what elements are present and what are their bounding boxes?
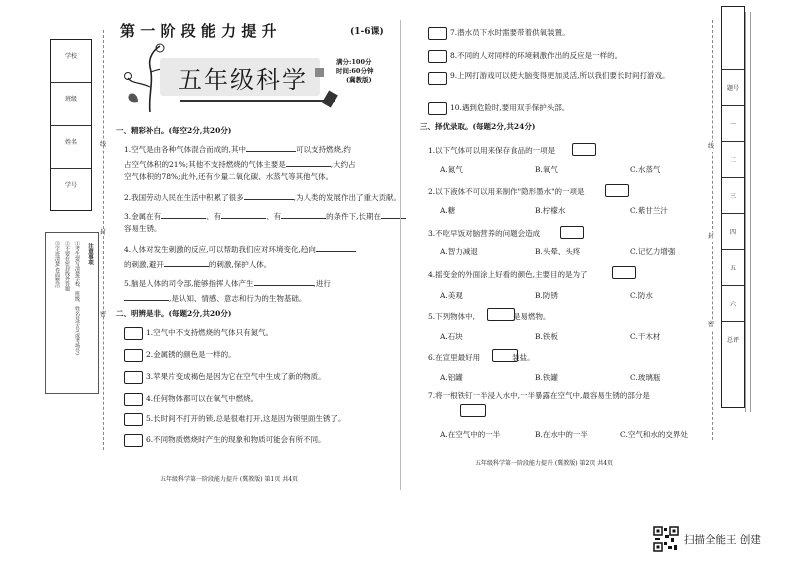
- mc-q3-option-c[interactable]: C.记忆力增强: [630, 247, 676, 256]
- mc-q4-option-c[interactable]: C.防水: [630, 291, 653, 300]
- score-row-3[interactable]: 三: [722, 178, 744, 214]
- mc-q2-option-a[interactable]: A.糖: [440, 206, 456, 215]
- q5-line2: [124, 292, 306, 304]
- q3-text-c: 、有: [266, 212, 282, 221]
- q1-blank-1[interactable]: [246, 143, 296, 152]
- pen-underline: [180, 100, 335, 102]
- tf-box-9[interactable]: [428, 72, 447, 85]
- mc-q3-answer-box[interactable]: [560, 226, 584, 239]
- q5-text-a: 5.脑是人体的司令部,能够指挥人体产生: [124, 279, 254, 288]
- q2-blank[interactable]: [244, 191, 294, 200]
- section2-heading: 二、明辨是非。(每题2分,共20分): [116, 309, 232, 318]
- name-label: 姓名: [64, 138, 77, 146]
- qr-code-icon: [653, 526, 679, 552]
- notice-line-2: ②不要在密封线外答题: [64, 241, 70, 291]
- notice-box: [45, 232, 99, 394]
- q3-text-b: 、有: [206, 212, 222, 221]
- mc-q7-option-a[interactable]: A.在空气中的一半: [440, 430, 501, 439]
- q1-text-d: ,大约占: [330, 160, 356, 169]
- tf-box-8[interactable]: [428, 50, 447, 63]
- page1-footer: 五年级科学第一阶段能力提升 (冀教版) 第1页 共4页: [160, 476, 299, 483]
- mc-q5-stem-b: 是易燃物。: [513, 312, 551, 321]
- mc-q1-answer-box[interactable]: [572, 143, 596, 156]
- tf-item-7: 7.潜水员下水时需要带着供氧装置。: [450, 28, 570, 37]
- q1-blank-2[interactable]: [286, 158, 331, 167]
- mc-q7-option-c[interactable]: C.空气和水的交界处: [620, 430, 688, 439]
- mc-q5-answer-box[interactable]: [487, 308, 515, 321]
- full-score: 满分:100分: [336, 58, 372, 66]
- q1-line2: [124, 158, 356, 170]
- mc-q2-option-c[interactable]: C.紫甘兰汁: [630, 206, 668, 215]
- q5-text-c: ,是认知、情感、意志和行为的生物基础。: [169, 294, 307, 303]
- school-cell[interactable]: [51, 40, 91, 83]
- q3-blank-1[interactable]: [161, 210, 206, 219]
- q4-text-a: 4.人体对发生刺激的反应,可以帮助我们应对环境变化,趋向: [124, 245, 316, 254]
- tf-box-1[interactable]: [124, 327, 143, 340]
- tf-item-3: 3.苹果片变成褐色是因为它在空气中生成了新的物质。: [146, 372, 326, 381]
- q3-blank-3[interactable]: [281, 210, 326, 219]
- tf-item-2: 2.金属锈的颜色是一样的。: [146, 350, 236, 359]
- mc-q5-option-c[interactable]: C.干木材: [630, 332, 661, 341]
- right-binding-char-3: 密: [708, 321, 715, 328]
- q4-blank-2[interactable]: [164, 258, 209, 267]
- tf-box-10[interactable]: [428, 102, 447, 115]
- q1-text-a: 1.空气是由各种气体混合而成的,其中: [124, 145, 247, 154]
- tf-item-8: 8.不同的人对同样的环境刺激作出的反应是一样的。: [450, 51, 623, 60]
- tf-item-9: 9.上网打游戏可以使大脑变得更加灵活,所以我们要长时间打游戏。: [450, 71, 670, 80]
- tf-box-4[interactable]: [124, 393, 143, 406]
- q4-line1: [124, 243, 356, 255]
- tf-item-10: 10.遇到危险时,要用双手保护头部。: [450, 103, 570, 112]
- tf-box-5[interactable]: [124, 413, 143, 426]
- binding-line-left: [103, 30, 104, 450]
- score-table: [721, 6, 745, 408]
- mc-q5-option-a[interactable]: A.石块: [440, 332, 463, 341]
- class-cell[interactable]: [51, 83, 91, 126]
- q5-blank-1[interactable]: [254, 277, 314, 286]
- q4-text-c: 的刺激,保护人体。: [208, 260, 272, 269]
- student-info-table: [50, 39, 92, 211]
- q2-text-b: ,为人类的发展作出了重大贡献。: [293, 193, 402, 202]
- mc-q1-stem: 1.以下气体可以用来保存食品的一项是: [428, 146, 556, 155]
- student-number-label: 学号: [64, 181, 77, 189]
- student-number-cell[interactable]: [51, 169, 91, 211]
- mc-q2-answer-box[interactable]: [605, 184, 629, 197]
- tf-item-5: 5.长时间不打开的锁,总是很难打开,这是因为锁里面生锈了。: [146, 414, 346, 423]
- name-cell[interactable]: [51, 126, 91, 169]
- q2-line: [124, 191, 401, 203]
- mc-q6-answer-box[interactable]: [492, 349, 518, 362]
- tf-item-4: 4.任何物体都可以在氧气中燃烧。: [146, 394, 259, 403]
- section1-heading: 一、精彩补白。(每空2分,共20分): [116, 126, 232, 135]
- page-divider: [400, 20, 401, 490]
- mc-q1-option-c[interactable]: C.水蒸气: [630, 165, 661, 174]
- q1-line3: 空气体积的78%;此外,还有少量二氧化碳、水蒸气等其他气体。: [124, 172, 334, 181]
- square-icon: [315, 68, 324, 77]
- q4-text-b: 的刺激,避开: [124, 260, 164, 269]
- tf-box-2[interactable]: [124, 349, 143, 362]
- score-row-6[interactable]: 六: [722, 286, 744, 322]
- q3-line2: 容易生锈。: [124, 224, 162, 233]
- notice-line-1: ①考生要写清楚学校、班级、姓名及学号(或考场号): [74, 241, 80, 355]
- tf-item-6: 6.不同物质燃烧时产生的现象和物质可能会有所不同。: [146, 435, 326, 444]
- score-row-4[interactable]: 四: [722, 214, 744, 250]
- edition: (冀教版): [346, 76, 372, 84]
- mc-q2-option-b[interactable]: B.柠檬水: [535, 206, 566, 215]
- mc-q3-option-b[interactable]: B.头晕、头疼: [535, 247, 581, 256]
- score-row-5[interactable]: 五: [722, 250, 744, 286]
- class-label: 班级: [64, 95, 77, 103]
- q3-blank-2[interactable]: [221, 210, 266, 219]
- mc-q1-option-a[interactable]: A.氮气: [440, 165, 463, 174]
- score-total[interactable]: 总评: [726, 337, 739, 344]
- notice-line-3: ③字迹清楚,卷面整洁: [54, 241, 60, 288]
- q3-line1: [124, 210, 406, 222]
- right-binding-char-2: 封: [708, 233, 715, 240]
- mc-q4-option-b[interactable]: B.防锈: [535, 291, 558, 300]
- binding-char-1: 线: [100, 141, 107, 148]
- page2-footer: 五年级科学第一阶段能力提升 (冀教版) 第2页 共4页: [475, 460, 614, 467]
- mc-q3-option-a[interactable]: A.智力减退: [440, 247, 478, 256]
- binding-char-3: 密: [100, 311, 107, 318]
- score-row-2[interactable]: 二: [722, 142, 744, 178]
- mc-q6-option-c[interactable]: C.玻璃瓶: [630, 373, 661, 382]
- mc-q5-option-b[interactable]: B.铁板: [535, 332, 558, 341]
- q4-blank-1[interactable]: [316, 243, 356, 252]
- mc-q1-option-b[interactable]: B.氧气: [535, 165, 558, 174]
- mc-q6-option-a[interactable]: A.铝罐: [440, 373, 463, 382]
- mc-q4-option-a[interactable]: A.美观: [440, 291, 463, 300]
- q3-text-d: 的条件下,长期在: [326, 212, 382, 221]
- q5-line1: [124, 277, 331, 289]
- score-row-1[interactable]: 一: [722, 106, 744, 142]
- pen-icon: [322, 90, 338, 107]
- header-banner: [120, 42, 340, 114]
- score-info: [336, 58, 373, 85]
- tf-box-6[interactable]: [124, 434, 143, 447]
- right-binding-char-1: 线: [708, 143, 715, 150]
- binding-line-right: [712, 20, 713, 440]
- mc-q6-option-b[interactable]: B.铁罐: [535, 373, 558, 382]
- mc-q3-stem: 3.不吃早饭对脑营养的问题会造成: [428, 229, 541, 238]
- binding-char-2: 封: [100, 229, 107, 236]
- mc-q4-answer-box[interactable]: [612, 266, 636, 279]
- mc-q7-option-b[interactable]: B.在水中的一半: [535, 430, 588, 439]
- q1-line1: [124, 143, 351, 155]
- notice-title: 注意事项: [87, 243, 93, 265]
- mc-q5-stem: 5.下列物体中,: [428, 312, 476, 321]
- school-label: 学校: [64, 52, 77, 60]
- tf-item-1: 1.空气中不支持燃烧的气体只有氮气。: [146, 328, 274, 337]
- page-title: 第 一 阶 段 能 力 提 升: [120, 22, 277, 40]
- watermark-text: 扫描全能王 创建: [684, 534, 761, 546]
- q5-blank-2[interactable]: [124, 292, 169, 301]
- q3-text-a: 3.金属在有: [124, 212, 162, 221]
- score-table-side-strip: [745, 12, 751, 412]
- section3-heading: 三、择优录取。(每题2分,共24分): [420, 122, 536, 131]
- score-blank-top: [722, 7, 744, 70]
- exam-time: 时间:60分钟: [336, 67, 374, 75]
- mc-q6-stem-b: 装盐。: [512, 353, 535, 362]
- score-header: 题号: [722, 70, 744, 106]
- mc-q7-stem: 7.将一根铁钉一半浸入水中,一半暴露在空气中,最容易生锈的部分是: [428, 391, 650, 400]
- q1-text-b: 可以支持燃烧,约: [296, 145, 351, 154]
- q3-blank-4[interactable]: [381, 210, 406, 219]
- mc-q6-stem: 6.在宣里最好用: [428, 353, 481, 362]
- q1-text-c: 占空气体积的21%;其他不支持燃烧的气体主要是: [124, 160, 286, 169]
- tf-box-3[interactable]: [124, 371, 143, 384]
- mc-q2-stem: 2.以下液体不可以用来制作"隐形墨水"的一项是: [428, 187, 585, 196]
- mc-q7-answer-box[interactable]: [460, 404, 486, 417]
- tf-box-7[interactable]: [428, 27, 447, 40]
- q5-text-b: ,进行: [313, 279, 331, 288]
- q2-text-a: 2.我国劳动人民在生活中积累了很多: [124, 193, 244, 202]
- subject-title: 五年级科学: [178, 66, 308, 94]
- mc-q4-stem: 4.摇变金的外面涂上好看的颜色,主要目的是为了: [428, 270, 588, 279]
- mc-q6-line: [428, 353, 535, 363]
- q4-line2: [124, 258, 271, 270]
- lesson-range: (1-6课): [350, 27, 384, 37]
